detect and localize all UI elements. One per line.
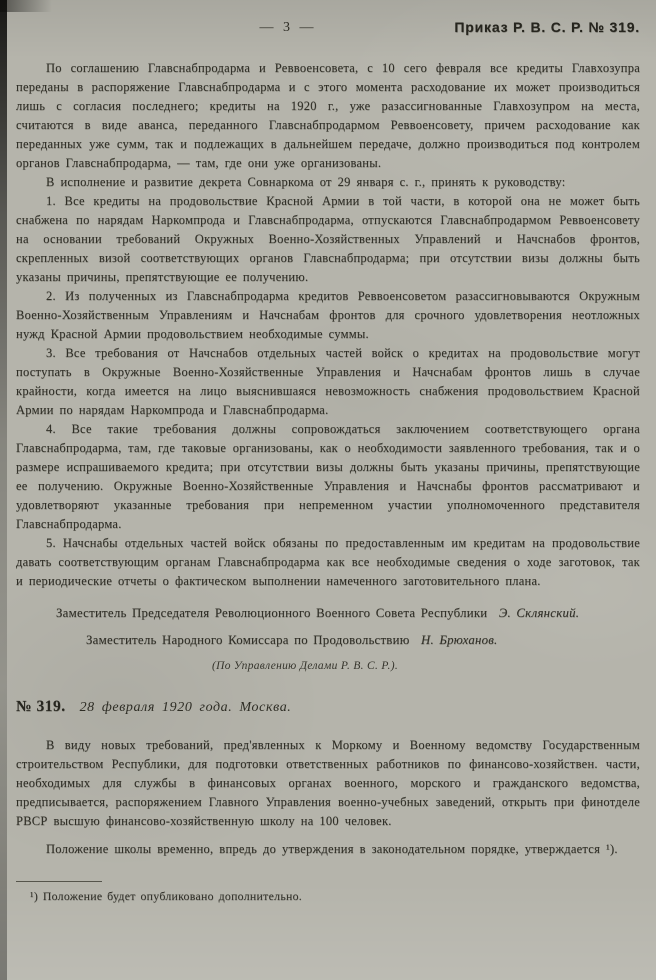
order-319-heading bbox=[16, 698, 640, 720]
scan-corner-shadow bbox=[0, 0, 52, 12]
paragraph-order-319-body: В виду новых требований, пред'явленных к Моркому и Военному ведомству Государственным строительством Республики, для подготовки ответственных работников по финансово-хозяйствен. части, необходимых для службы в финансовых органах военного, морского и гражданского ведомства, предписывается, распоряжением Главного Управления военно-учебных заведений, открыть при финотделе РВСР высшую финансово-хозяйственную школу на 100 человек. bbox=[16, 738, 640, 828]
paragraph-item-2: 2. Из полученных из Главснабпродарма кредитов Реввоенсоветом разассигновываются Окружным Военно-Хозяйственным Управлениям и Начснабам фронтов для срочного удовлетворения неотложных нужд Красной Армии продовольствием необходимые суммы. bbox=[16, 289, 640, 341]
paragraph-intro: По соглашению Главснабпродарма и Реввоенсовета, с 10 сего февраля все кредиты Главхозупра переданы в распоряжение Главснабпродарма и с этого момента расходование их может производиться лишь с согласия последнего; кредиты на 1920 г., уже разассигнованные Главхозупром на места, считаются в виде аванса, переданного Главснабпродармом Реввоенсовету, причем расходование как переданных уже сумм, так и подлежащих в дальнейшем передаче, должно производиться под контролем органов Главснабпродарма, — там, где они уже организованы. bbox=[16, 61, 640, 170]
page-header bbox=[16, 20, 640, 40]
signature-line-bryukhanov bbox=[86, 631, 640, 650]
paragraph-decree-reference: В исполнение и развитие декрета Совнаркома от 29 января с. г., принять к руководству: bbox=[46, 175, 566, 189]
signature-title: Заместитель Народного Комиссара по Продовольствию bbox=[86, 633, 410, 647]
page-content bbox=[16, 20, 640, 904]
office-attribution-line: (По Управлению Делами Р. В. С. Р.). bbox=[211, 660, 399, 672]
signature-title: Заместитель Председателя Революционного Военного Совета Республики bbox=[56, 606, 488, 620]
paragraph-item-3: 3. Все требования от Начснабов отдельных частей войск о кредитах на продовольствие могут поступать в Окружные Военно-Хозяйственные Управления и Начснабам фронтов лишь в случае крайности, когда имеется на лицо выяснившаяся невозможность снабжения продовольствием Красной Армии по нарядам Наркомпрода и Главснабпродарма. bbox=[16, 346, 640, 417]
paragraph-order-319-note: Положение школы временно, впредь до утверждения в законодательном порядке, утверждается ¹). bbox=[46, 842, 618, 856]
scan-edge-shadow bbox=[0, 0, 7, 980]
order-dateline: 28 февраля 1920 года. Москва. bbox=[79, 700, 292, 715]
paragraph-item-1: 1. Все кредиты на продовольствие Красной Армии в той части, в которой она не может быть снабжена по нарядам Наркомпрода и Главснабпродарма, отпускаются Главснабпродармом Реввоенсовету на основании требований Окружных Военно-Хозяйственных Управлений и Начснабов фронтов, скрепленных визой соответствующих органов Главснабпродарма; при отсутствии визы должны быть указаны причины, препятствующие ее получению. bbox=[16, 194, 640, 284]
footnote-separator-rule bbox=[16, 881, 102, 882]
paragraph-item-5: 5. Начснабы отдельных частей войск обязаны по предоставленным им кредитам на продовольствие давать соответствующим органам Главснабпродарма как все необходимые сведения о ходе заготовок, так и периодические отчеты о фактическом выполнении намеченного заготовительного плана. bbox=[16, 536, 640, 588]
paragraph-item-4: 4. Все такие требования должны сопровождаться заключением соответствующего органа Главснабпродарма, там, где таковые организованы, как о необходимости заявленного требования, так и о размере испрашиваемого кредита; при отсутствии визы должны быть указаны причины, препятствующие ее получению. Окружные Военно-Хозяйственные Управления и Начснабы фронтов рассматривают и удовлетворяют указанные требования при непременном участии уполномоченного представителя Главснабпродарма. bbox=[16, 422, 640, 531]
signature-line-sklyansky bbox=[56, 604, 640, 623]
order-number: № 319. bbox=[16, 698, 66, 715]
signature-name: Э. Склянский. bbox=[498, 606, 580, 620]
page-number: — 3 — bbox=[259, 20, 317, 35]
signature-name: Н. Брюханов. bbox=[420, 633, 498, 647]
header-order-reference: Приказ Р. В. С. Р. № 319. bbox=[454, 19, 640, 35]
footnote-text: ¹) Положение будет опубликовано дополнительно. bbox=[30, 889, 303, 903]
